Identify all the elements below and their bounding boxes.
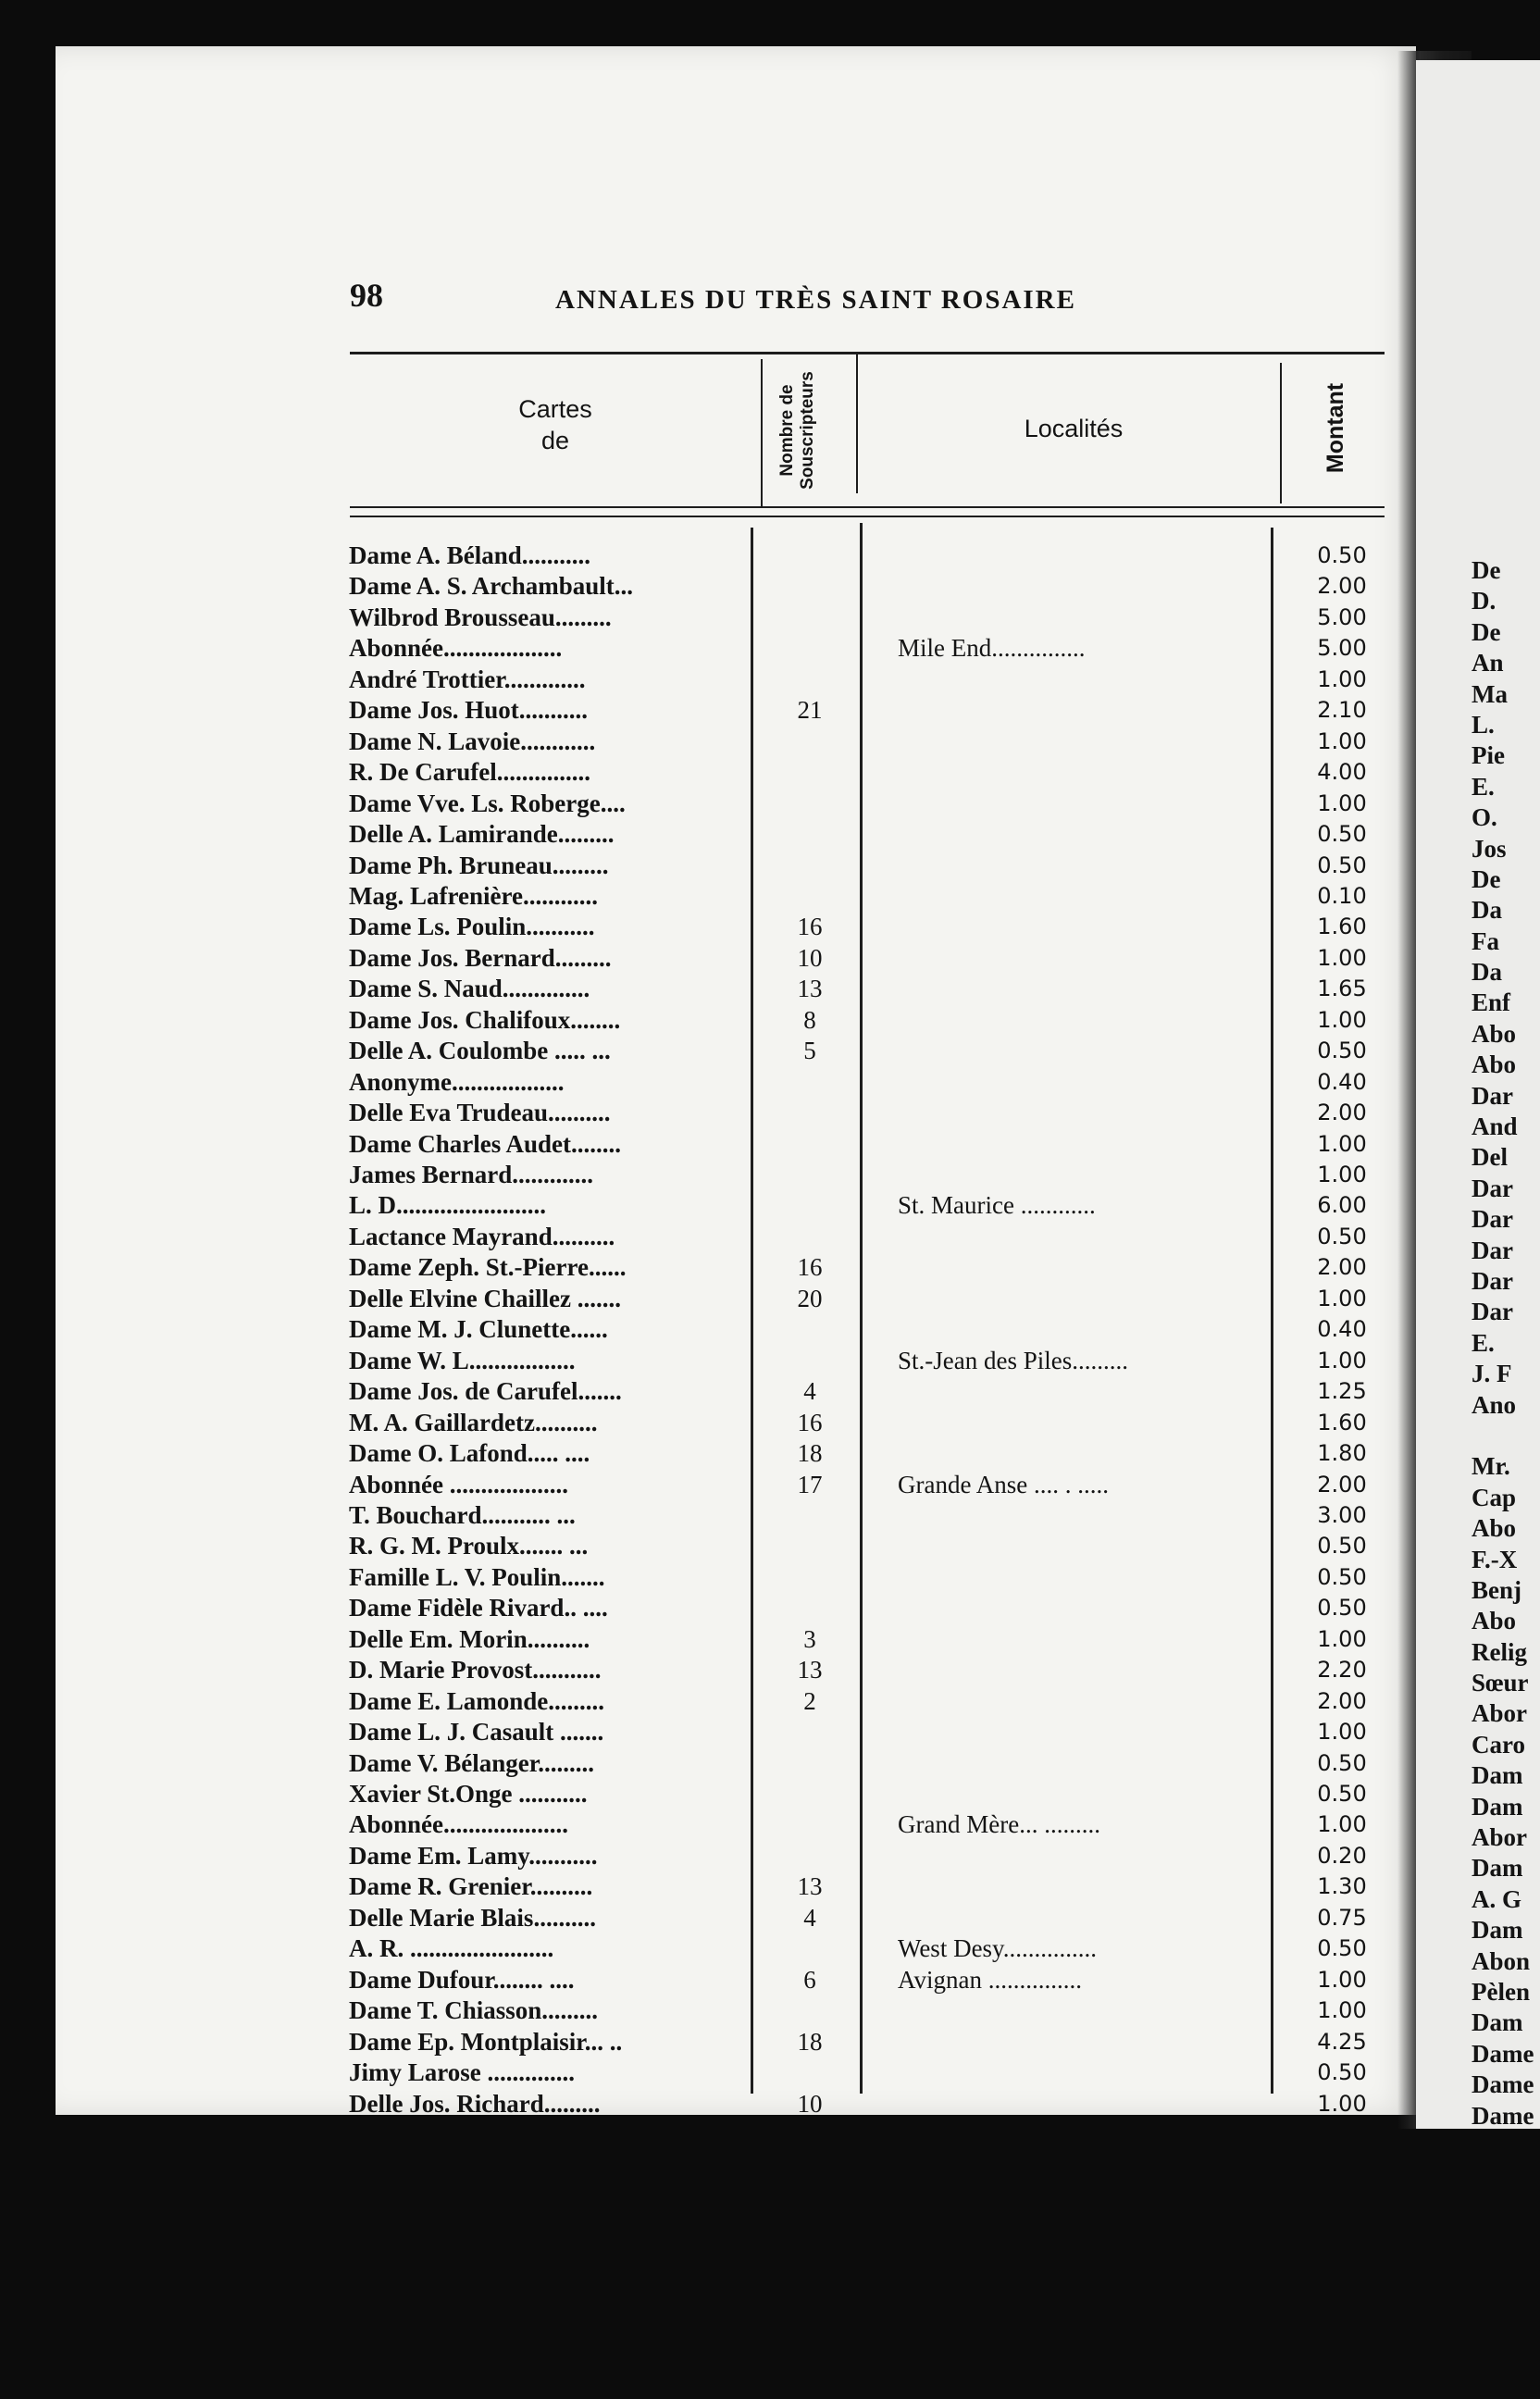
table-row: [0, 1779, 1540, 1810]
facing-line: A. G: [1472, 1884, 1521, 1913]
table-row: [0, 1624, 1540, 1656]
facing-line: Dar: [1472, 1266, 1513, 1295]
table-row: [0, 1314, 1540, 1346]
facing-line: Dame: [1472, 2070, 1534, 2099]
row-amount: 4.00: [1317, 759, 1367, 786]
row-amount: 2.00: [1317, 1254, 1367, 1281]
table-row: [0, 1655, 1540, 1686]
row-name: Delle Marie Blais..........: [349, 1903, 596, 1932]
row-amount: 1.60: [1317, 914, 1367, 940]
row-name: Delle Eva Trudeau..........: [349, 1099, 611, 1127]
page-running-title: ANNALES DU TRÈS SAINT ROSAIRE: [555, 285, 1076, 315]
table-row: [0, 1005, 1540, 1037]
facing-line: Pèlen: [1472, 1977, 1530, 2006]
row-subscriber-count: 3: [803, 1624, 816, 1653]
row-amount: 0.50: [1317, 1223, 1367, 1249]
row-amount: 0.10: [1317, 882, 1367, 909]
table-row: [0, 633, 1540, 665]
row-name: D. Marie Provost...........: [349, 1656, 602, 1684]
row-subscriber-count: 4: [803, 1377, 816, 1406]
row-name: Jimy Larose ..............: [349, 2058, 575, 2087]
row-amount: 1.00: [1317, 1811, 1367, 1838]
row-amount: 1.30: [1317, 1873, 1367, 1900]
facing-line: Abo: [1472, 1607, 1517, 1635]
row-amount: 0.50: [1317, 851, 1367, 878]
table-row: [0, 1841, 1540, 1872]
row-name: Dame Em. Lamy...........: [349, 1841, 598, 1870]
table-row: [0, 757, 1540, 789]
table-row: [0, 1686, 1540, 1718]
row-subscriber-count: 16: [797, 913, 823, 941]
row-amount: 0.50: [1317, 1935, 1367, 1962]
row-name: R. G. M. Proulx....... ...: [349, 1532, 589, 1560]
column-header-montant: Montant: [1323, 382, 1348, 474]
facing-line: Dam: [1472, 1792, 1523, 1821]
row-amount: 1.00: [1317, 1130, 1367, 1157]
row-subscriber-count: 18: [797, 2027, 823, 2056]
row-amount: 0.50: [1317, 1781, 1367, 1807]
row-amount: 1.00: [1317, 1285, 1367, 1311]
table-row: [0, 1470, 1540, 1501]
row-name: Delle Jos. Richard.........: [349, 2089, 601, 2118]
row-name: Dame L. J. Casault .......: [349, 1718, 604, 1746]
facing-line: Fa: [1472, 926, 1499, 955]
row-amount: 3.00: [1317, 1501, 1367, 1528]
row-name: Delle A. Coulombe ..... ...: [349, 1037, 611, 1065]
facing-line: An: [1472, 649, 1504, 677]
facing-line: De: [1472, 556, 1501, 584]
table-row: [0, 851, 1540, 882]
row-name: M. A. Gaillardetz..........: [349, 1408, 598, 1436]
facing-line: Sœur: [1472, 1669, 1529, 1697]
row-name: Abonnée....................: [349, 1810, 569, 1839]
table-row: [0, 1098, 1540, 1129]
row-name: A. R. .......................: [349, 1934, 554, 1963]
column-header-cartes: Cartes de: [518, 395, 592, 454]
row-amount: 2.00: [1317, 1471, 1367, 1498]
row-amount: 2.00: [1317, 1100, 1367, 1126]
row-amount: 0.50: [1317, 1038, 1367, 1064]
row-amount: 2.00: [1317, 1687, 1367, 1714]
row-subscriber-count: 8: [803, 1005, 816, 1034]
facing-line: [1472, 1421, 1534, 1451]
facing-line: Abo: [1472, 1514, 1517, 1543]
table-row: [0, 727, 1540, 758]
facing-line: Dam: [1472, 1854, 1523, 1883]
table-row: [0, 1190, 1540, 1222]
row-locality: Mile End...............: [898, 634, 1086, 663]
row-name: Dame V. Bélanger.........: [349, 1748, 595, 1777]
row-subscriber-count: 10: [797, 943, 823, 972]
table-row: [0, 1129, 1540, 1161]
facing-line: Abo: [1472, 1050, 1517, 1079]
table-row: [0, 1376, 1540, 1408]
facing-line: De: [1472, 864, 1501, 893]
table-row: [0, 571, 1540, 603]
row-amount: 0.50: [1317, 821, 1367, 848]
row-amount: 1.80: [1317, 1440, 1367, 1467]
row-subscriber-count: 4: [803, 1903, 816, 1932]
row-amount: 1.00: [1317, 2090, 1367, 2117]
table-row: [0, 603, 1540, 634]
facing-line: Cap: [1472, 1483, 1517, 1511]
table-row: [0, 1284, 1540, 1315]
table-row: [0, 881, 1540, 913]
row-amount: 1.00: [1317, 727, 1367, 754]
facing-line: E.: [1472, 1328, 1495, 1357]
facing-line: Abon: [1472, 1946, 1531, 1975]
row-name: Dame Fidèle Rivard.. ....: [349, 1594, 608, 1622]
row-amount: 1.00: [1317, 944, 1367, 971]
facing-line: Ma: [1472, 679, 1508, 708]
row-name: Xavier St.Onge ...........: [349, 1780, 588, 1808]
facing-line: Benj: [1472, 1575, 1521, 1604]
row-amount: 0.50: [1317, 1533, 1367, 1560]
table-row: [0, 1067, 1540, 1099]
row-subscriber-count: 18: [797, 1439, 823, 1468]
row-name: Dame Ep. Montplaisir... ..: [349, 2027, 623, 2056]
row-name: Abonnée ...................: [349, 1470, 569, 1498]
row-amount: 1.00: [1317, 1997, 1367, 2024]
table-row: [0, 1903, 1540, 1934]
row-name: Dame W. L.................: [349, 1346, 576, 1374]
table-row: [0, 1748, 1540, 1780]
facing-line: Mr.: [1472, 1452, 1510, 1481]
row-amount: 1.65: [1317, 976, 1367, 1002]
table-row: [0, 1036, 1540, 1067]
row-subscriber-count: 16: [797, 1408, 823, 1436]
facing-line: F.-X: [1472, 1545, 1518, 1573]
row-subscriber-count: 5: [803, 1037, 816, 1065]
row-subscriber-count: 16: [797, 1253, 823, 1282]
row-name: Wilbrod Brousseau.........: [349, 603, 612, 631]
table-row: [0, 1995, 1540, 2027]
facing-line: J. F: [1472, 1360, 1512, 1388]
table-row: [0, 2027, 1540, 2058]
row-amount: 4.25: [1317, 2028, 1367, 2055]
facing-line: Dam: [1472, 1916, 1523, 1945]
row-name: Dame Zeph. St.-Pierre......: [349, 1253, 627, 1282]
table-row: [0, 2089, 1540, 2120]
facing-line: And: [1472, 1112, 1518, 1141]
row-locality: Grand Mère... .........: [898, 1810, 1100, 1839]
table-row: [0, 1346, 1540, 1377]
row-amount: 1.00: [1317, 1625, 1367, 1652]
row-amount: 1.60: [1317, 1409, 1367, 1436]
table-row: [0, 912, 1540, 943]
table-row: [0, 665, 1540, 696]
row-name: Dame T. Chiasson.........: [349, 1996, 599, 2025]
row-amount: 1.00: [1317, 1966, 1367, 1993]
row-subscriber-count: 2: [803, 1686, 816, 1715]
row-amount: 1.00: [1317, 1162, 1367, 1187]
facing-line: Enf: [1472, 988, 1511, 1017]
row-name: Lactance Mayrand..........: [349, 1222, 615, 1250]
row-name: R. De Carufel...............: [349, 758, 590, 787]
row-amount: 0.50: [1317, 1595, 1367, 1622]
row-amount: 1.00: [1317, 1006, 1367, 1033]
row-locality: St. Maurice ............: [898, 1191, 1096, 1220]
row-name: Dame A. S. Archambault...: [349, 572, 634, 601]
row-name: L. D........................: [349, 1191, 547, 1220]
row-name: Abonnée...................: [349, 634, 563, 663]
row-subscriber-count: 17: [797, 1470, 823, 1498]
row-name: James Bernard.............: [349, 1161, 593, 1188]
facing-line: Ano: [1472, 1390, 1517, 1419]
row-subscriber-count: 13: [797, 1656, 823, 1684]
facing-line: Dar: [1472, 1298, 1513, 1326]
row-name: Dame Ph. Bruneau.........: [349, 851, 609, 879]
row-name: Dame Charles Audet........: [349, 1129, 621, 1158]
row-amount: 0.50: [1317, 2059, 1367, 2086]
facing-line: Dame: [1472, 2039, 1534, 2068]
row-amount: 5.00: [1317, 635, 1367, 662]
row-name: Delle Elvine Chaillez .......: [349, 1284, 621, 1312]
row-name: Mag. Lafrenière............: [349, 881, 598, 910]
table-row: [0, 1408, 1540, 1439]
facing-line: Abo: [1472, 1019, 1517, 1048]
row-locality: Grande Anse .... . .....: [898, 1470, 1109, 1498]
row-amount: 0.50: [1317, 1749, 1367, 1776]
table-row: [0, 1593, 1540, 1624]
row-name: Dame Dufour........ ....: [349, 1965, 575, 1994]
table-row: [0, 1438, 1540, 1470]
row-locality: West Desy...............: [898, 1934, 1098, 1963]
row-amount: 1.00: [1317, 1347, 1367, 1374]
row-subscriber-count: 13: [797, 975, 823, 1003]
row-name: Dame Jos. Huot...........: [349, 696, 588, 725]
table-row: [0, 541, 1540, 572]
row-name: Dame R. Grenier..........: [349, 1872, 593, 1901]
header-divider-2: [856, 354, 858, 493]
facing-line: Caro: [1472, 1730, 1525, 1759]
row-name: T. Bouchard........... ...: [349, 1500, 576, 1529]
row-subscriber-count: 20: [797, 1284, 823, 1312]
row-locality: St.-Jean des Piles.........: [898, 1346, 1128, 1374]
row-amount: 0.50: [1317, 1563, 1367, 1590]
row-subscriber-count: 21: [797, 696, 823, 725]
table-row: [0, 1222, 1540, 1253]
table-row: [0, 2057, 1540, 2089]
facing-line: Dar: [1472, 1174, 1513, 1202]
facing-line: O.: [1472, 803, 1497, 832]
table-row: [0, 1160, 1540, 1191]
table-row: [0, 789, 1540, 820]
column-header-localites: Localités: [1024, 415, 1124, 442]
table-row: [0, 1252, 1540, 1284]
row-subscriber-count: 10: [797, 2089, 823, 2118]
table-header-rule-1: [350, 506, 1385, 508]
row-amount: 1.00: [1317, 789, 1367, 816]
table-row: [0, 1500, 1540, 1532]
column-header-nombre: Nombre de Souscripteurs: [777, 371, 817, 490]
row-amount: 5.00: [1317, 603, 1367, 630]
row-amount: 1.00: [1317, 665, 1367, 692]
row-name: Dame Jos. Bernard.........: [349, 943, 612, 972]
row-amount: 2.20: [1317, 1657, 1367, 1684]
table-row: [0, 1809, 1540, 1841]
facing-line: De: [1472, 617, 1501, 646]
facing-line: Relig: [1472, 1637, 1527, 1666]
facing-line: Dar: [1472, 1081, 1513, 1110]
table-row: [0, 974, 1540, 1005]
table-row: [0, 1933, 1540, 1965]
row-amount: 0.20: [1317, 1842, 1367, 1869]
row-subscriber-count: 13: [797, 1872, 823, 1901]
facing-line: E.: [1472, 772, 1495, 801]
row-name: Dame S. Naud..............: [349, 975, 590, 1003]
row-name: Delle A. Lamirande.........: [349, 820, 615, 849]
facing-line: Del: [1472, 1143, 1508, 1172]
facing-line: Da: [1472, 896, 1502, 925]
table-top-rule: [350, 352, 1385, 354]
row-name: Dame Vve. Ls. Roberge....: [349, 789, 626, 817]
header-divider-3: [1280, 363, 1282, 503]
table-row: [0, 1965, 1540, 1996]
row-name: André Trottier.............: [349, 665, 586, 693]
header-divider-1: [761, 359, 763, 507]
facing-line: Dam: [1472, 1761, 1523, 1790]
row-amount: 1.00: [1317, 1719, 1367, 1746]
row-amount: 2.00: [1317, 573, 1367, 600]
table-row: [0, 943, 1540, 975]
table-row: [0, 1871, 1540, 1903]
row-name: Anonyme..................: [349, 1067, 565, 1096]
facing-line: Abor: [1472, 1699, 1527, 1728]
row-amount: 6.00: [1317, 1192, 1367, 1219]
facing-page-text: [1472, 555, 1534, 2132]
row-name: Famille L. V. Poulin.......: [349, 1562, 605, 1591]
table-row: [0, 695, 1540, 727]
row-name: Dame Ls. Poulin...........: [349, 913, 595, 941]
facing-line: Pie: [1472, 741, 1505, 770]
facing-line: Jos: [1472, 834, 1507, 863]
row-name: Dame M. J. Clunette......: [349, 1315, 608, 1344]
table-row: [0, 1717, 1540, 1748]
row-name: Dame Jos. Chalifoux........: [349, 1005, 621, 1034]
facing-line: Dar: [1472, 1236, 1513, 1264]
table-row: [0, 1531, 1540, 1562]
page-number: 98: [350, 277, 383, 314]
row-name: Dame E. Lamonde.........: [349, 1686, 604, 1715]
facing-line: Abor: [1472, 1823, 1527, 1852]
row-amount: 2.10: [1317, 697, 1367, 724]
table-row: [0, 819, 1540, 851]
row-amount: 0.40: [1317, 1068, 1367, 1095]
row-name: Dame N. Lavoie............: [349, 727, 596, 755]
facing-line: Da: [1472, 958, 1502, 987]
facing-line: Dar: [1472, 1205, 1513, 1234]
row-name: Dame Jos. de Carufel.......: [349, 1377, 622, 1406]
table-row: [0, 1562, 1540, 1594]
row-name: Delle Em. Morin..........: [349, 1624, 590, 1653]
facing-line: Dame: [1472, 2101, 1534, 2130]
row-amount: 0.75: [1317, 1904, 1367, 1931]
facing-line: Dam: [1472, 2008, 1523, 2037]
row-amount: 0.40: [1317, 1316, 1367, 1343]
row-amount: 0.50: [1317, 542, 1367, 568]
row-name: Dame O. Lafond..... ....: [349, 1439, 590, 1468]
row-amount: 1.25: [1317, 1378, 1367, 1405]
table-header-rule-2: [350, 516, 1385, 517]
facing-line: L.: [1472, 710, 1495, 739]
row-locality: Avignan ...............: [898, 1965, 1082, 1994]
facing-line: D.: [1472, 587, 1497, 615]
row-name: Dame A. Béland...........: [349, 541, 591, 569]
row-subscriber-count: 6: [803, 1965, 816, 1994]
